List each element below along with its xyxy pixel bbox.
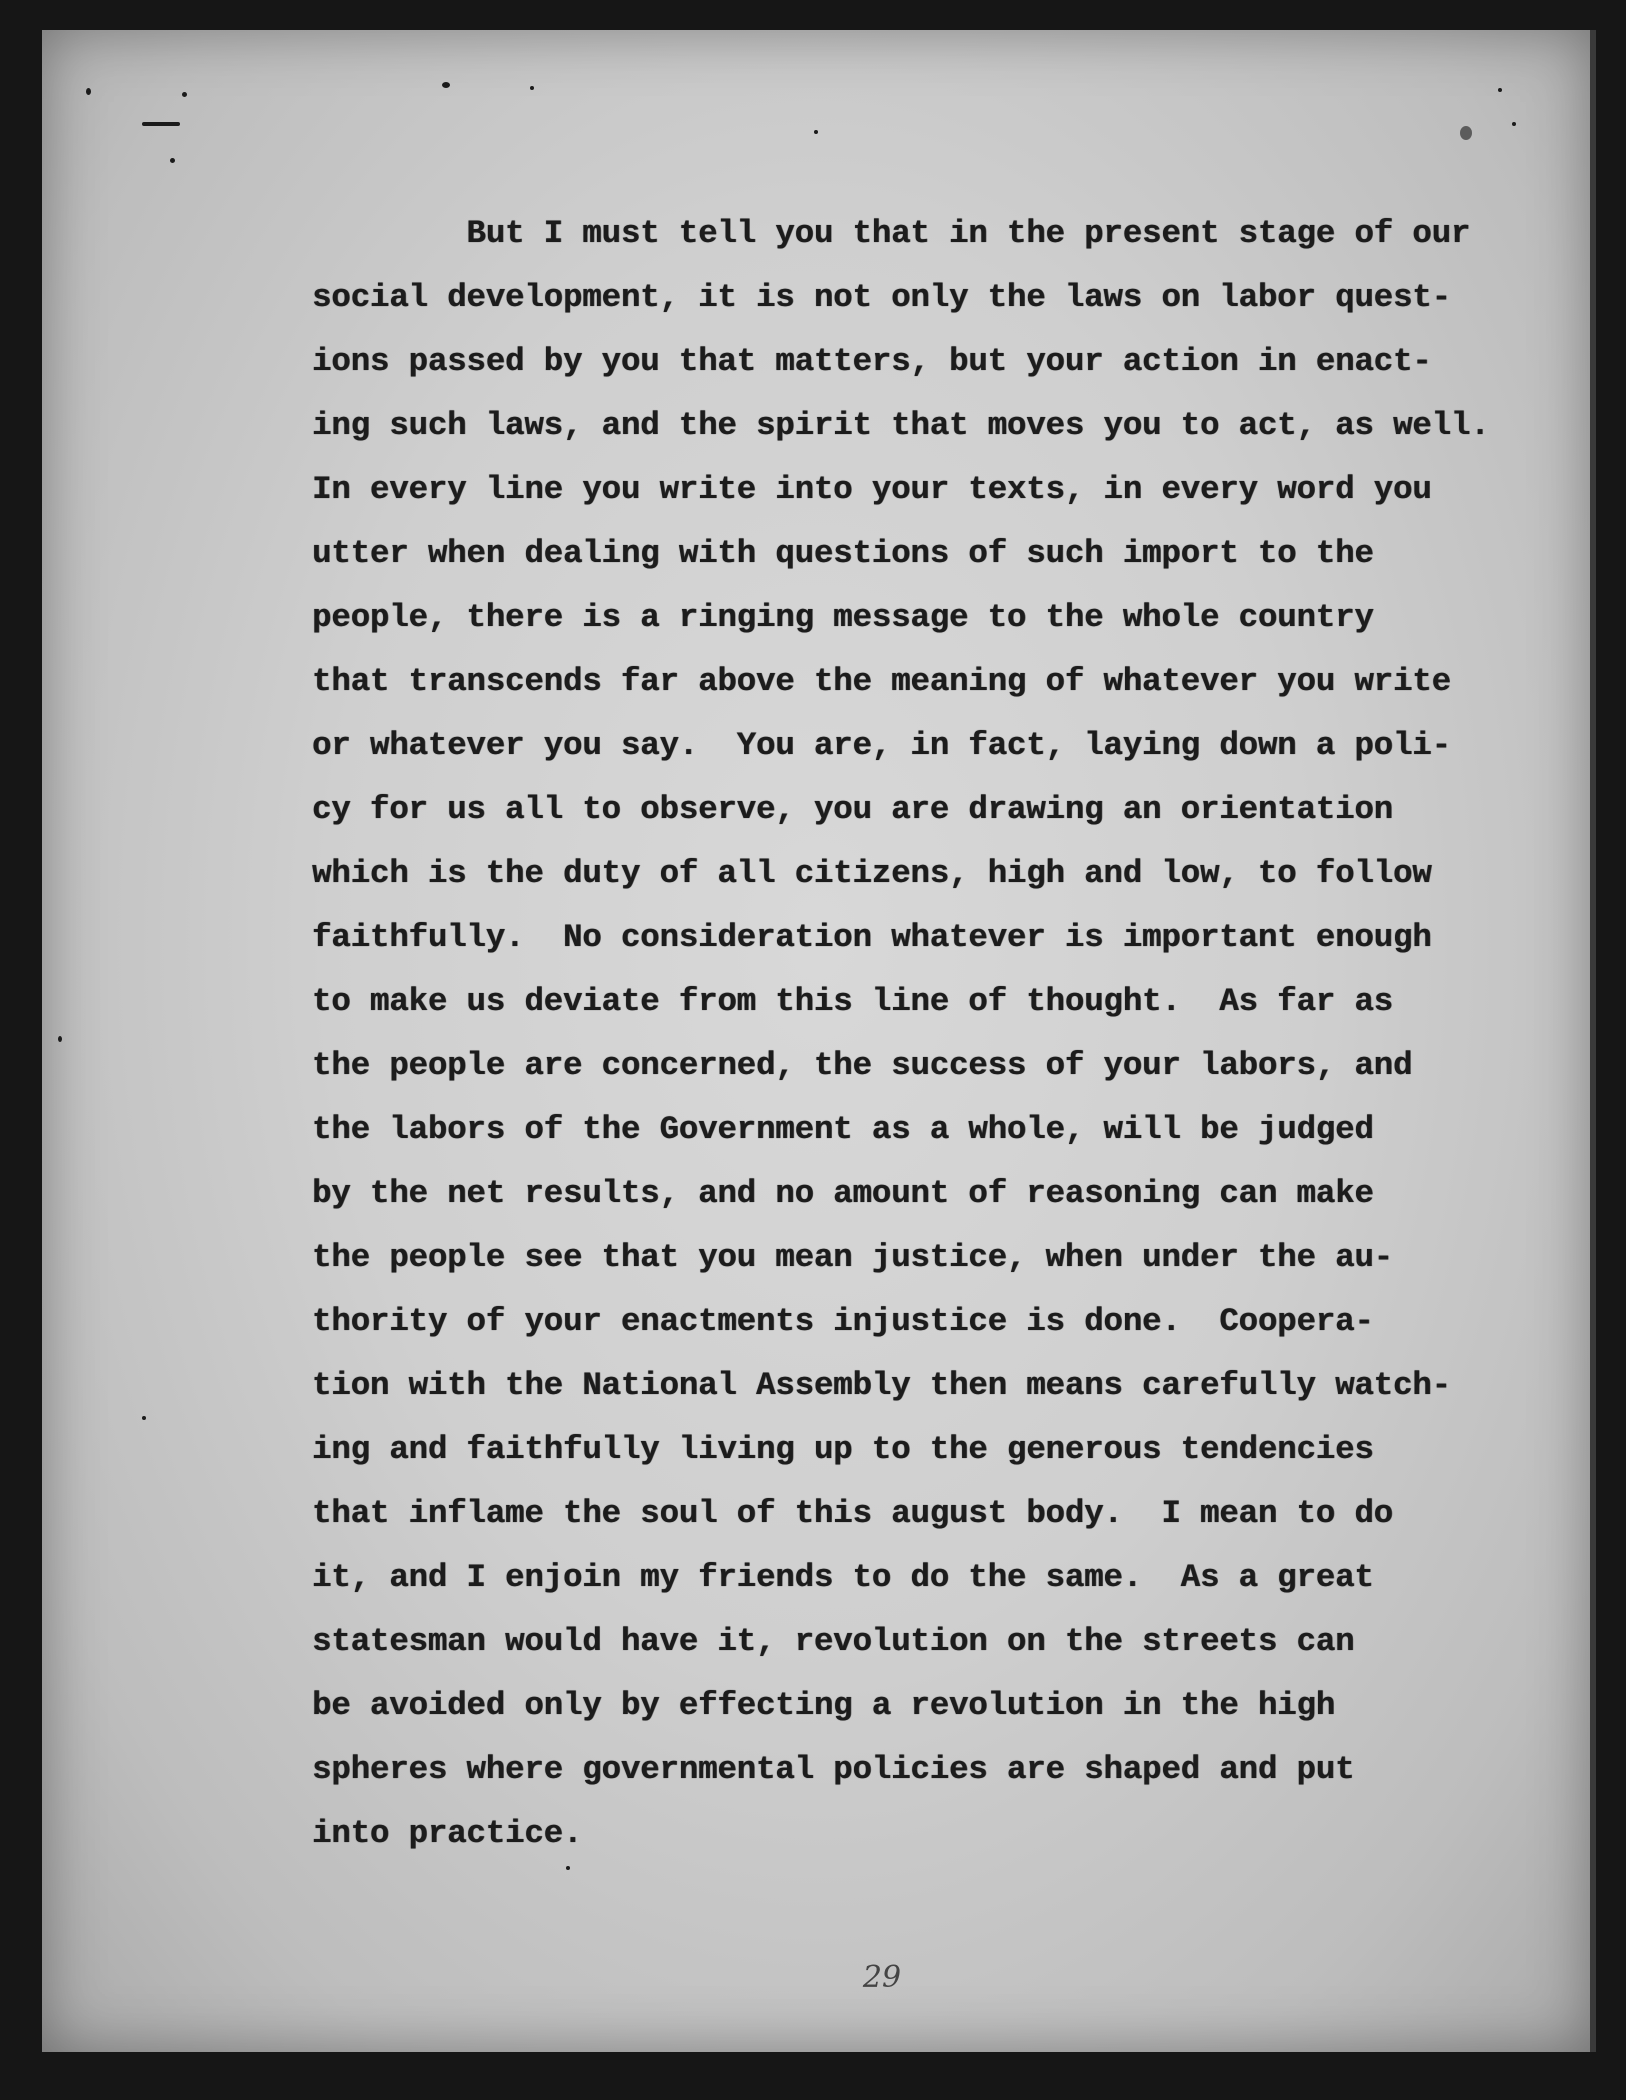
text-line: the people are concerned, the success of your labors, and <box>312 1047 1413 1084</box>
typewritten-page <box>42 30 1592 2052</box>
dust-speck <box>170 158 175 163</box>
dust-speck <box>58 1036 62 1042</box>
dust-speck <box>142 1416 146 1420</box>
text-line: statesman would have it, revolution on the streets can <box>312 1623 1355 1660</box>
dust-speck <box>530 86 534 90</box>
text-line: that transcends far above the meaning of whatever you write <box>312 663 1451 700</box>
text-line: be avoided only by effecting a revolution in the high <box>312 1687 1336 1724</box>
text-line: people, there is a ringing message to the whole country <box>312 599 1374 636</box>
text-line: that inflame the soul of this august body. I mean to do <box>312 1495 1393 1532</box>
dust-speck <box>1498 88 1502 92</box>
text-line: In every line you write into your texts, in every word you <box>312 471 1432 508</box>
text-line: it, and I enjoin my friends to do the same. As a great <box>312 1559 1374 1596</box>
text-line: into practice. <box>312 1815 583 1852</box>
dust-speck <box>86 88 91 95</box>
dust-speck <box>1460 126 1472 140</box>
text-line: cy for us all to observe, you are drawing an orientation <box>312 791 1393 828</box>
text-line: tion with the National Assembly then means carefully watch- <box>312 1367 1451 1404</box>
text-line: But I must tell you that in the present stage of our <box>312 215 1471 252</box>
text-line: ing and faithfully living up to the generous tendencies <box>312 1431 1374 1468</box>
text-line: by the net results, and no amount of reasoning can make <box>312 1175 1374 1212</box>
text-line: the people see that you mean justice, when under the au- <box>312 1239 1393 1276</box>
text-line: thority of your enactments injustice is done. Coopera- <box>312 1303 1374 1340</box>
text-line: ions passed by you that matters, but your action in enact- <box>312 343 1432 380</box>
page-number: 29 <box>862 1960 902 1995</box>
text-line: spheres where governmental policies are shaped and put <box>312 1751 1355 1788</box>
dust-speck <box>566 1866 570 1870</box>
text-line: ing such laws, and the spirit that moves you to act, as well. <box>312 407 1490 444</box>
text-line: which is the duty of all citizens, high and low, to follow <box>312 855 1432 892</box>
dust-speck <box>814 130 818 134</box>
text-line: to make us deviate from this line of thought. As far as <box>312 983 1393 1020</box>
text-line: or whatever you say. You are, in fact, laying down a poli- <box>312 727 1451 764</box>
text-line: utter when dealing with questions of such import to the <box>312 535 1374 572</box>
page-edge-shadow <box>1590 30 1596 2052</box>
text-line: social development, it is not only the laws on labor quest- <box>312 279 1451 316</box>
dust-speck <box>1512 122 1516 126</box>
body-text <box>312 202 1552 1866</box>
dust-speck <box>442 82 450 88</box>
text-line: faithfully. No consideration whatever is important enough <box>312 919 1432 956</box>
dust-speck <box>142 122 180 126</box>
text-line: the labors of the Government as a whole, will be judged <box>312 1111 1374 1148</box>
dust-speck <box>182 92 187 97</box>
